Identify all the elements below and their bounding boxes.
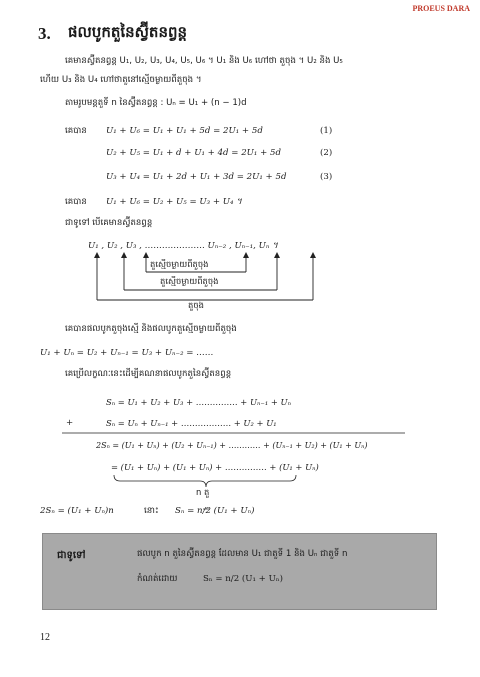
intro-line-1: គេមានស្វ៊ីតនព្វន្ត U₁, U₂, U₃, U₄, U₅, U₆ ។ U₁ និង U₆ ហៅថា តួចុង ។ U₂ និង U₅ (65, 56, 343, 66)
header-tag: PROEUS DARA (412, 4, 470, 13)
label-inner-pair: តួស្មើចម្ងាយពីតួចុង (150, 259, 209, 269)
equation-prefix: គេបាន (65, 126, 87, 136)
sum-row-3: 2Sₙ = (U₁ + Uₙ) + (U₂ + Uₙ₋₁) + ………… + (Uₙ₋₁ + U₂) + (U₁ + Uₙ) (96, 441, 368, 450)
summary-box (42, 533, 437, 610)
plus-sign: + (66, 418, 74, 428)
sum-row-4: = (U₁ + Uₙ) + (U₁ + Uₙ) + …………… + (U₁ + Uₙ) (111, 462, 319, 472)
section-number: 3. (38, 24, 51, 43)
final-word: នោះ (144, 506, 159, 516)
equation-1: U₁ + U₆ = U₁ + U₁ + 5d = 2U₁ + 5d (106, 126, 263, 136)
summary-line-2-prefix: កំណត់ដោយ (137, 574, 178, 584)
equation-number-3: (3) (320, 172, 333, 182)
equation-2: U₂ + U₅ = U₁ + d + U₁ + 4d = 2U₁ + 5d (106, 148, 281, 158)
equal-sums-line: U₁ + Uₙ = U₂ + Uₙ₋₁ = U₃ + Uₙ₋₂ = …… (40, 348, 214, 358)
sum-row-1: Sₙ = U₁ + U₂ + U₃ + …………… + Uₙ₋₁ + Uₙ (106, 397, 291, 407)
formula-line: តាមរូបមន្តតួទី n នៃស្វ៊ីតនព្វន្ត : Uₙ = U₁ + (n − 1)d (65, 98, 247, 108)
final-lhs: 2Sₙ = (U₁ + Uₙ)n (40, 506, 114, 516)
brace-label: n តួ (196, 487, 210, 497)
equation-number-1: (1) (320, 126, 333, 136)
final-rhs: Sₙ = n/2 (U₁ + Uₙ) (175, 506, 255, 516)
equation-3: U₃ + U₄ = U₁ + 2d + U₁ + 3d = 2U₁ + 5d (106, 172, 287, 182)
sequence-row: U₁ , U₂ , U₃ , ………………… Uₙ₋₂ , Uₙ₋₁, Uₙ ។ (88, 241, 278, 251)
use-property-line: គេប្រើលក្ខណៈនេះដើម្បីគណនាផលបូកតួនៃស្វ៊ីតនព្វន្ត (65, 369, 232, 379)
summary-formula: Sₙ = n/2 (U₁ + Uₙ) (203, 574, 283, 584)
label-middle-pair: តួស្មើចម្ងាយពីតួចុង (160, 276, 219, 286)
result-equation: U₁ + U₆ = U₂ + U₅ = U₃ + U₄ ។ (106, 197, 242, 207)
summary-label: ជាទូទៅ (57, 550, 86, 561)
label-end-terms: តួចុង (188, 300, 204, 310)
intro-line-2: ហើយ U₃ និង U₄ ហៅថាតួនៅស្មើចម្ងាយពីតួចុង ។ (40, 75, 202, 85)
sum-row-2: Sₙ = Uₙ + Uₙ₋₁ + ……………… + U₂ + U₁ (106, 418, 277, 428)
section-title: ផលបូកតួនៃស្វ៊ីតនព្វន្ត (68, 23, 188, 41)
equation-number-2: (2) (320, 148, 333, 158)
result-prefix: គេបាន (65, 197, 87, 207)
page-number: 12 (40, 632, 50, 643)
conclusion-line: គេបានផលបូកតួចុងស្មើ និងផលបូកតួស្មើចម្ងាយពីតួចុង (65, 324, 237, 334)
generalize-line: ជាទូទៅ បើគេមានស្វ៊ីតនព្វន្ត (65, 218, 153, 228)
summary-line-1: ផលបូក n តួនៃស្វ៊ីតនព្វន្ត ដែលមាន U₁ ជាតួទី 1 និង Uₙ ជាតួទី n (137, 549, 348, 559)
